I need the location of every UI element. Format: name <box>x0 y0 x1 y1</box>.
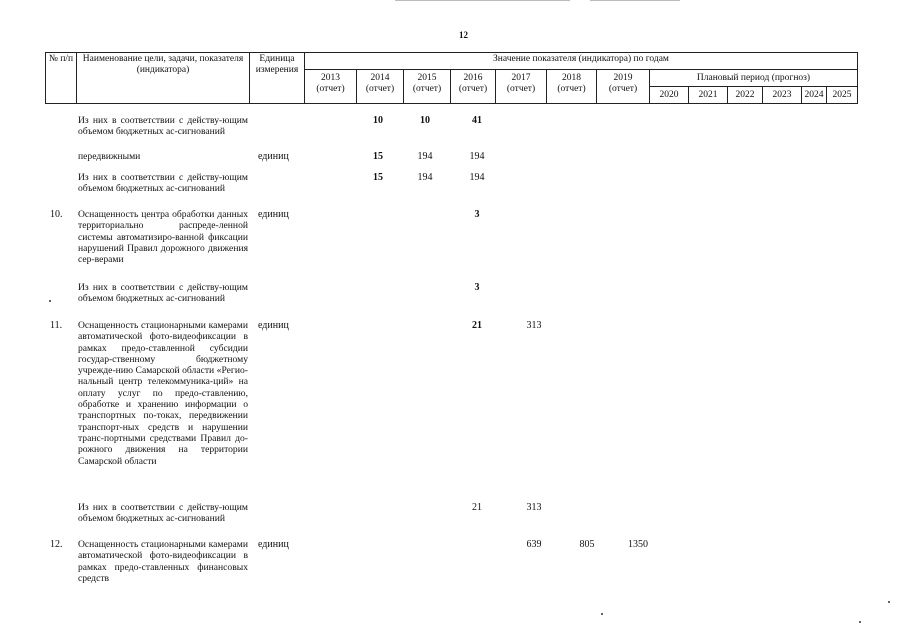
value-2017: 313 <box>526 502 542 513</box>
header-year-2019: 2019 (отчет) <box>597 70 650 104</box>
value-2016: 21 <box>472 502 482 513</box>
header-year-2016: 2016 (отчет) <box>451 70 496 104</box>
header-year-2018: 2018 (отчет) <box>547 70 597 104</box>
row-number: 10. <box>50 209 63 220</box>
value-2015: 10 <box>420 115 430 126</box>
header-plan-year: 2023 <box>763 87 802 104</box>
row-description: Из них в соответствии с действу-ющим объемом бюджетных ас-сигнований <box>78 115 248 138</box>
header-plan-year: 2024 <box>802 87 827 104</box>
row-number: 12. <box>50 539 63 550</box>
value-2016: 194 <box>469 151 485 162</box>
header-plan-year: 2025 <box>827 87 858 104</box>
header-values-title: Значение показателя (индикатора) по годам <box>305 53 858 70</box>
value-2014: 10 <box>373 115 383 126</box>
value-2016: 194 <box>469 172 485 183</box>
value-2014: 15 <box>373 151 383 162</box>
value-2017: 639 <box>526 539 542 550</box>
page-number: 12 <box>459 30 468 40</box>
value-2015: 194 <box>417 151 433 162</box>
header-year-2014: 2014 (отчет) <box>357 70 404 104</box>
value-2014: 15 <box>373 172 383 183</box>
header-year-2015: 2015 (отчет) <box>404 70 451 104</box>
row-description: передвижными <box>78 151 141 162</box>
row-description: Оснащенность центра обработки данных территориально распреде-ленной системы автоматизиро-ванной фиксации нарушений Правил дорожного движения сер-верами <box>78 209 248 266</box>
header-year-2013: 2013 (отчет) <box>305 70 357 104</box>
row-description: Из них в соответствии с действу-ющим объемом бюджетных ас-сигнований <box>78 502 248 525</box>
scan-edge-line <box>395 0 570 1</box>
scan-speck <box>859 621 861 623</box>
value-2016: 3 <box>474 209 480 220</box>
header-year-2017: 2017 (отчет) <box>496 70 547 104</box>
row-description: Из них в соответствии с действу-ющим объемом бюджетных ас-сигнований <box>78 282 248 305</box>
row-unit: единиц <box>258 539 289 550</box>
value-2016: 21 <box>472 320 482 331</box>
header-unit: Единица измерения <box>250 53 305 104</box>
value-2017: 313 <box>526 320 542 331</box>
scan-speck <box>49 300 51 302</box>
row-description: Оснащенность стационарными камерами автоматической фото-видеофиксации в рамках предо-ставленных финансовых средств <box>78 539 248 584</box>
value-2015: 194 <box>417 172 433 183</box>
header-plan-year: 2020 <box>650 87 689 104</box>
header-plan-year: 2022 <box>728 87 763 104</box>
scan-speck <box>601 613 603 615</box>
row-number: 11. <box>50 320 63 331</box>
row-unit: единиц <box>258 151 289 162</box>
value-2019: 1350 <box>628 539 648 550</box>
header-name: Наименование цели, задачи, показателя (индикатора) <box>77 53 250 104</box>
value-2018: 805 <box>579 539 595 550</box>
scan-edge-line <box>590 0 680 1</box>
row-description: Оснащенность стационарными камерами автоматической фото-видеофиксации в рамках предо-ставленной субсидии государ-ственному бюджетному учрежде-нию Самарской области «Регио-нальный центр телекоммуника-ций» на оплату услуг по предо-ставлению, обработке и хранению информации о транспортных по-токах, передвижении транспорт-ных средств и нарушении транс-портными средствами Правил до-рожного движения на территории Самарской области <box>78 320 248 467</box>
header-plan-year: 2021 <box>689 87 728 104</box>
value-2016: 41 <box>472 115 482 126</box>
header-num: № п/п <box>46 53 77 104</box>
indicator-table-header <box>45 52 858 104</box>
row-unit: единиц <box>258 209 289 220</box>
value-2016: 3 <box>474 282 480 293</box>
row-unit: единиц <box>258 320 289 331</box>
row-description: Из них в соответствии с действу-ющим объемом бюджетных ас-сигнований <box>78 172 248 195</box>
scan-speck <box>888 601 890 603</box>
header-plan-title: Плановый период (прогноз) <box>650 70 858 87</box>
